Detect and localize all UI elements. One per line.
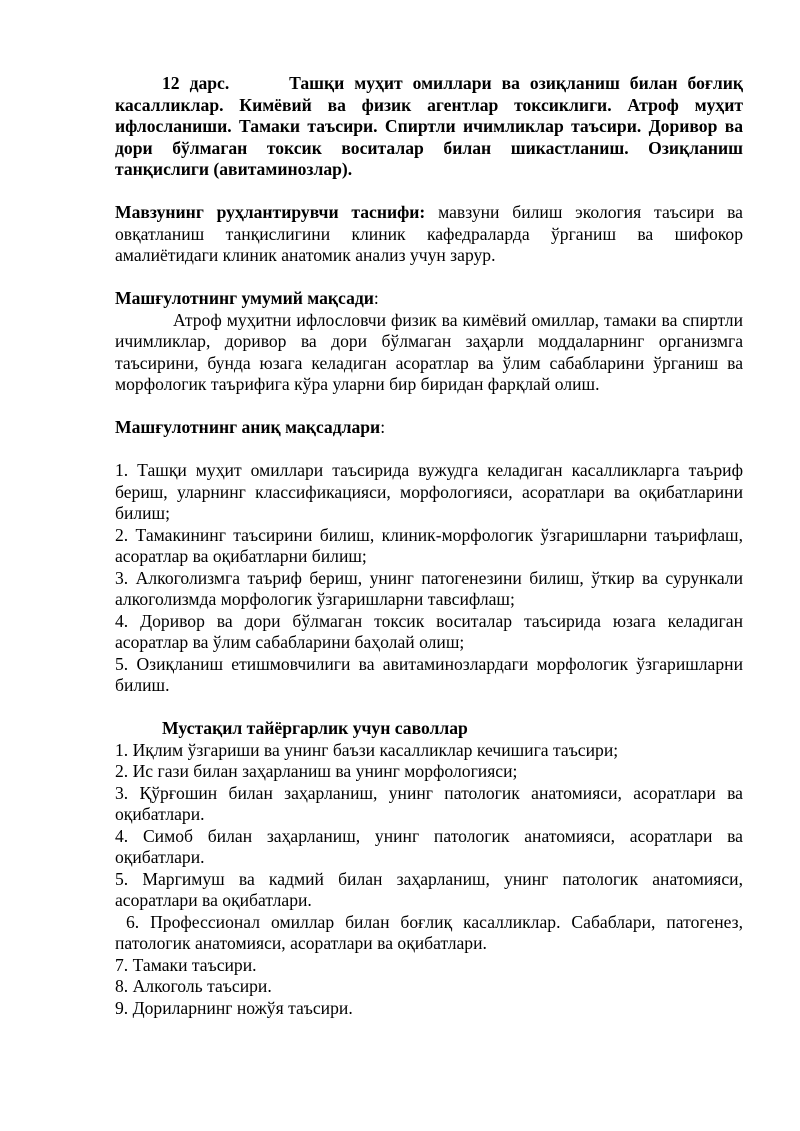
specific-goals-label: Машғулотнинг аниқ мақсадлари [115,417,381,437]
specific-goals-colon: : [380,417,386,437]
questions-heading: Мустақил тайёргарлик учун саволлар [162,718,468,738]
questions-list [115,739,748,1020]
lesson-number: 12 дарс. [162,73,230,93]
general-goal-label: Машғулотнинг умумий мақсади [115,288,374,308]
list-item: 1. Ташқи муҳит омиллари таъсирида вужудга келадиган касалликларга таъриф бериш, уларнинг классификацияси, морфологияси, асоратлари ва оқибатларини билиш; [115,460,743,523]
general-goal-colon: : [373,288,379,308]
list-item: 4. Доривор ва дори бўлмаган токсик воситалар таъсирида юзага келадиган асоратлар ва ўлим сабабларини баҳолай олиш; [115,610,743,652]
lesson-title-text: Ташқи муҳит омиллари ва озиқланиш билан боғлиқ касалликлар. Кимёвий ва физик агентлар токсиклиги. Атроф муҳит ифлосланиши. Тамаки таъсири. Спиртли ичимликлар таъсири. Доривор ва дори бўлмаган токсик воситалар билан шикастланиш. Озиқланиш танқислиги (авитаминозлар). [115,73,744,179]
specific-goals-list [115,460,743,697]
list-item: 4. Симоб билан заҳарланиш, унинг патологик анатомияси, асоратлари ва оқибатлари. [115,825,743,867]
list-item: 3. Қўрғошин билан заҳарланиш, унинг патологик анатомияси, асоратлари ва оқибатлари. [115,782,743,824]
motivation-paragraph [115,202,743,267]
list-item: 7. Тамаки таъсири. [115,954,257,975]
list-item: 2. Ис гази билан заҳарланиш ва унинг морфологияси; [115,761,518,781]
specific-goals-heading [115,417,743,439]
motivation-text: мавзуни билиш экология таъсири ва овқатланиш танқислигини клиник кафедраларда ўрганиш ва шифокор амалиётидаги клиник анатомик анализ учун зарур. [115,202,743,265]
list-item: 1. Иқлим ўзгариши ва унинг баъзи касалликлар кечишига таъсири; [115,739,619,760]
general-goal-heading [115,288,743,310]
lesson-title [115,73,743,181]
list-item: 8. Алкоголь таъсири. [115,976,272,996]
motivation-label: Мавзунинг руҳлантирувчи таснифи: [115,202,426,222]
document-page [115,73,748,1019]
list-item: 3. Алкоголизмга таъриф бериш, унинг патогенезини билиш, ўткир ва сурункали алкоголизмда морфологик ўзгаришларни тавсифлаш; [115,567,743,609]
list-item: 5. Маргимуш ва кадмий билан заҳарланиш, унинг патологик анатомияси, асоратлари ва оқибатлари. [115,868,743,910]
list-item: 2. Тамакининг таъсирини билиш, клиник-морфологик ўзгаришларни таърифлаш, асоратлар ва оқибатларни билиш; [115,524,743,566]
list-item: 5. Озиқланиш етишмовчилиги ва авитаминозлардаги морфологик ўзгаришларни билиш. [115,653,743,695]
general-goal-text: Атроф муҳитни ифлословчи физик ва кимёвий омиллар, тамаки ва спиртли ичимликлар, доривор ва дори бўлмаган заҳарли моддаларнинг организмга таъсирини, бунда юзага келадиган асоратлар ва ўлим сабабларини ўрганиш ва морфологик таърифига кўра уларни бир биридан фарқлай олиш. [115,309,743,394]
list-item: 9. Дориларнинг ножўя таъсири. [115,997,353,1018]
list-item: 6. Профессионал омиллар билан боғлиқ касалликлар. Сабаблари, патогенез, патологик анатомияси, асоратлари ва оқибатлари. [115,911,748,953]
